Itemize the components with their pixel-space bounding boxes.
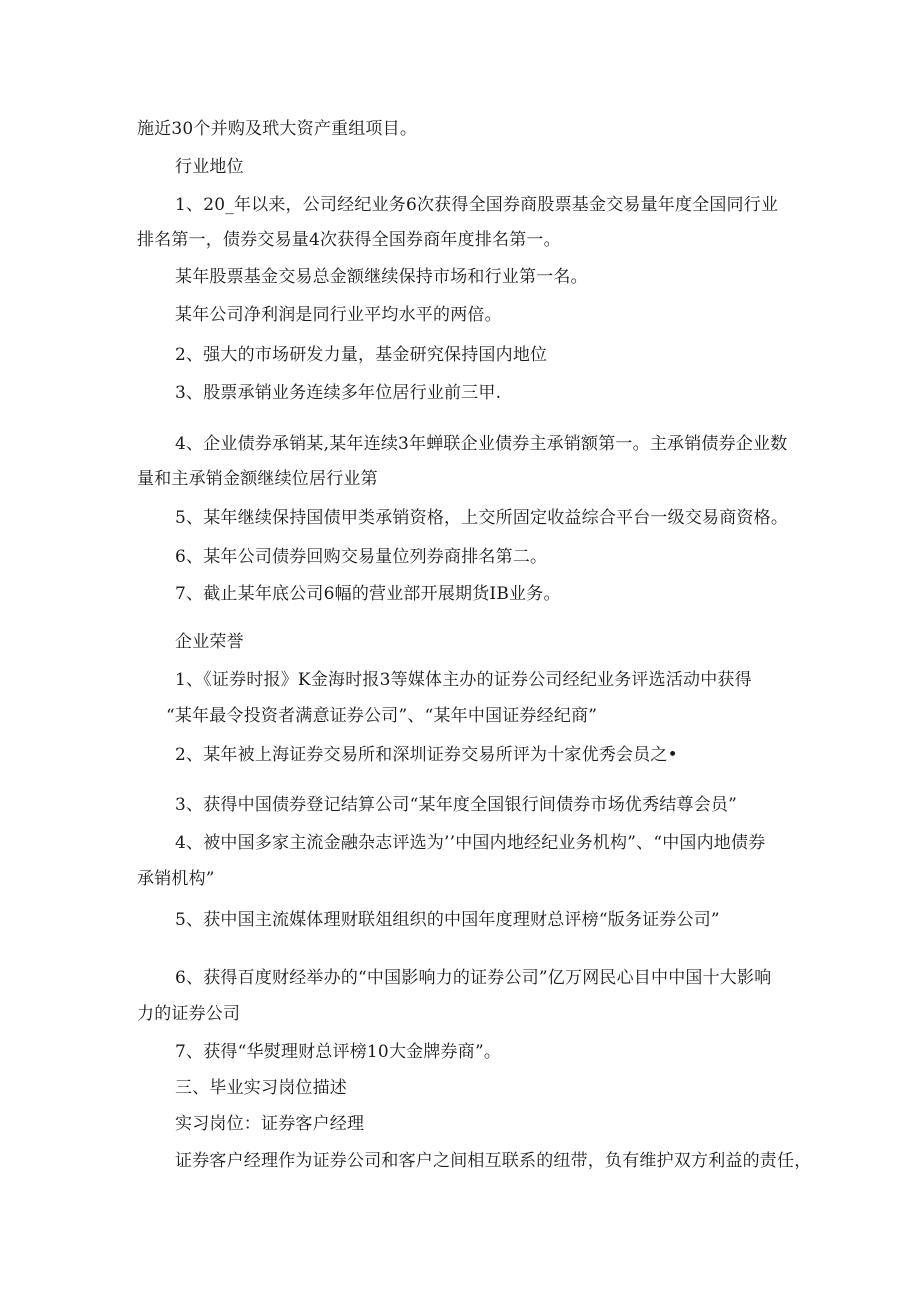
position-item-3: 3、股票承销业务连续多年位居行业前三甲. [175, 383, 502, 403]
honor-item-2: 2、某年被上海证券交易所和深圳证券交易所评为十家优秀会员之• [175, 745, 678, 765]
position-item-4-cont: 量和主承销金额继续位居行业第 [137, 469, 378, 489]
position-item-6: 6、某年公司债券回购交易量位列券商排名第二。 [175, 547, 548, 567]
position-item-2: 2、强大的市场研发力量，基金研究保持国内地位 [175, 345, 548, 365]
text-line: 某年公司净利润是同行业平均水平的两倍。 [175, 305, 502, 325]
position-item-1-cont: 排名第一，债券交易量4次获得全国券商年度排名第一。 [137, 230, 561, 250]
internship-description-text: 证券客户经理作为证券公司和客户之间相互联系的纽带，负有维护双方利益的责任， [175, 1151, 812, 1171]
honor-item-1-cont: “某年最令投资者满意证券公司”、“某年中国证券经纪商” [166, 706, 598, 726]
heading-internship-description: 三、毕业实习岗位描述 [175, 1078, 347, 1098]
text-line: 某年股票基金交易总金额继续保持市场和行业第一名。 [175, 267, 588, 287]
honor-item-7: 7、获得“华熨理财总评榜10大金牌券商”。 [175, 1042, 502, 1062]
honor-item-6-cont: 力的证券公司 [137, 1004, 241, 1024]
honor-item-4: 4、被中国多家主流金融杂志评选为’’中国内地经纪业务机构”、“中国内地债券 [175, 833, 766, 853]
heading-company-honors: 企业荣誉 [175, 632, 244, 652]
position-item-7: 7、截止某年底公司6幅的营业部开展期货IB业务。 [175, 584, 561, 604]
position-item-1: 1、20_年以来，公司经纪业务6次获得全国券商股票基金交易量年度全国同行业 [175, 195, 779, 215]
heading-industry-position: 行业地位 [175, 157, 244, 177]
text-line-continuation: 施近30个并购及玳大资产重组项目。 [137, 119, 418, 139]
honor-item-6: 6、获得百度财经举办的“中国影响力的证券公司”亿万网民心目中中国十大影响 [175, 968, 772, 988]
position-item-4: 4、企业债券承销某,某年连续3年蝉联企业债券主承销额第一。主承销债券企业数 [175, 434, 788, 454]
position-item-5: 5、某年继续保持国债甲类承销资格，上交所固定收益综合平台一级交易商资格。 [175, 508, 789, 528]
honor-item-4-cont: 承销机构” [137, 869, 215, 889]
honor-item-5: 5、获中国主流媒体理财联俎组织的中国年度理财总评榜“版务证券公司” [175, 910, 720, 930]
honor-item-3: 3、获得中国债券登记结算公司“某年度全国银行间债券市场优秀结尊会员” [175, 795, 737, 815]
honor-item-1: 1、《证券时报》K金海时报3等媒体主办的证券公司经纪业务评选活动中获得 [175, 670, 752, 690]
internship-position: 实习岗位：证券客户经理 [175, 1114, 365, 1134]
